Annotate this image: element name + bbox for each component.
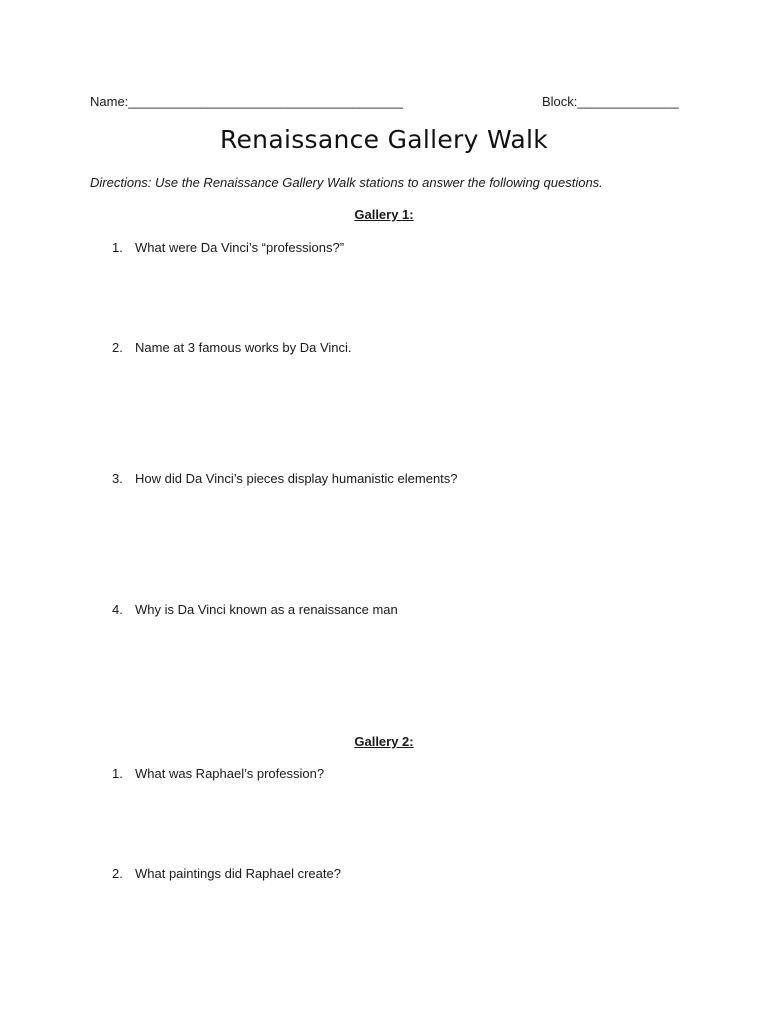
gallery-1-heading: Gallery 1: <box>354 207 414 222</box>
question-number: 3. <box>112 471 123 486</box>
question-text: What were Da Vinci’s “professions?” <box>135 240 345 255</box>
gallery-2-question-2 <box>112 866 341 881</box>
block-field: Block:______________ <box>542 94 679 109</box>
question-number: 2. <box>112 866 123 881</box>
directions-text: Directions: Use the Renaissance Gallery Walk stations to answer the following questions. <box>90 175 603 190</box>
gallery-1-question-3 <box>112 471 458 486</box>
gallery-1-question-4 <box>112 602 398 617</box>
page-title: Renaissance Gallery Walk <box>219 125 549 154</box>
question-number: 1. <box>112 240 123 255</box>
name-field: Name:______________________________________ <box>90 94 404 109</box>
question-text: Name at 3 famous works by Da Vinci. <box>135 340 352 355</box>
gallery-2-question-1 <box>112 766 324 781</box>
question-text: How did Da Vinci’s pieces display humanistic elements? <box>135 471 458 486</box>
question-text: What paintings did Raphael create? <box>135 866 341 881</box>
gallery-2-heading: Gallery 2: <box>354 734 414 749</box>
gallery-1-question-2 <box>112 340 352 355</box>
question-number: 2. <box>112 340 123 355</box>
question-number: 1. <box>112 766 123 781</box>
question-text: Why is Da Vinci known as a renaissance man <box>135 602 398 617</box>
gallery-1-question-1 <box>112 240 344 255</box>
question-text: What was Raphael’s profession? <box>135 766 325 781</box>
question-number: 4. <box>112 602 123 617</box>
